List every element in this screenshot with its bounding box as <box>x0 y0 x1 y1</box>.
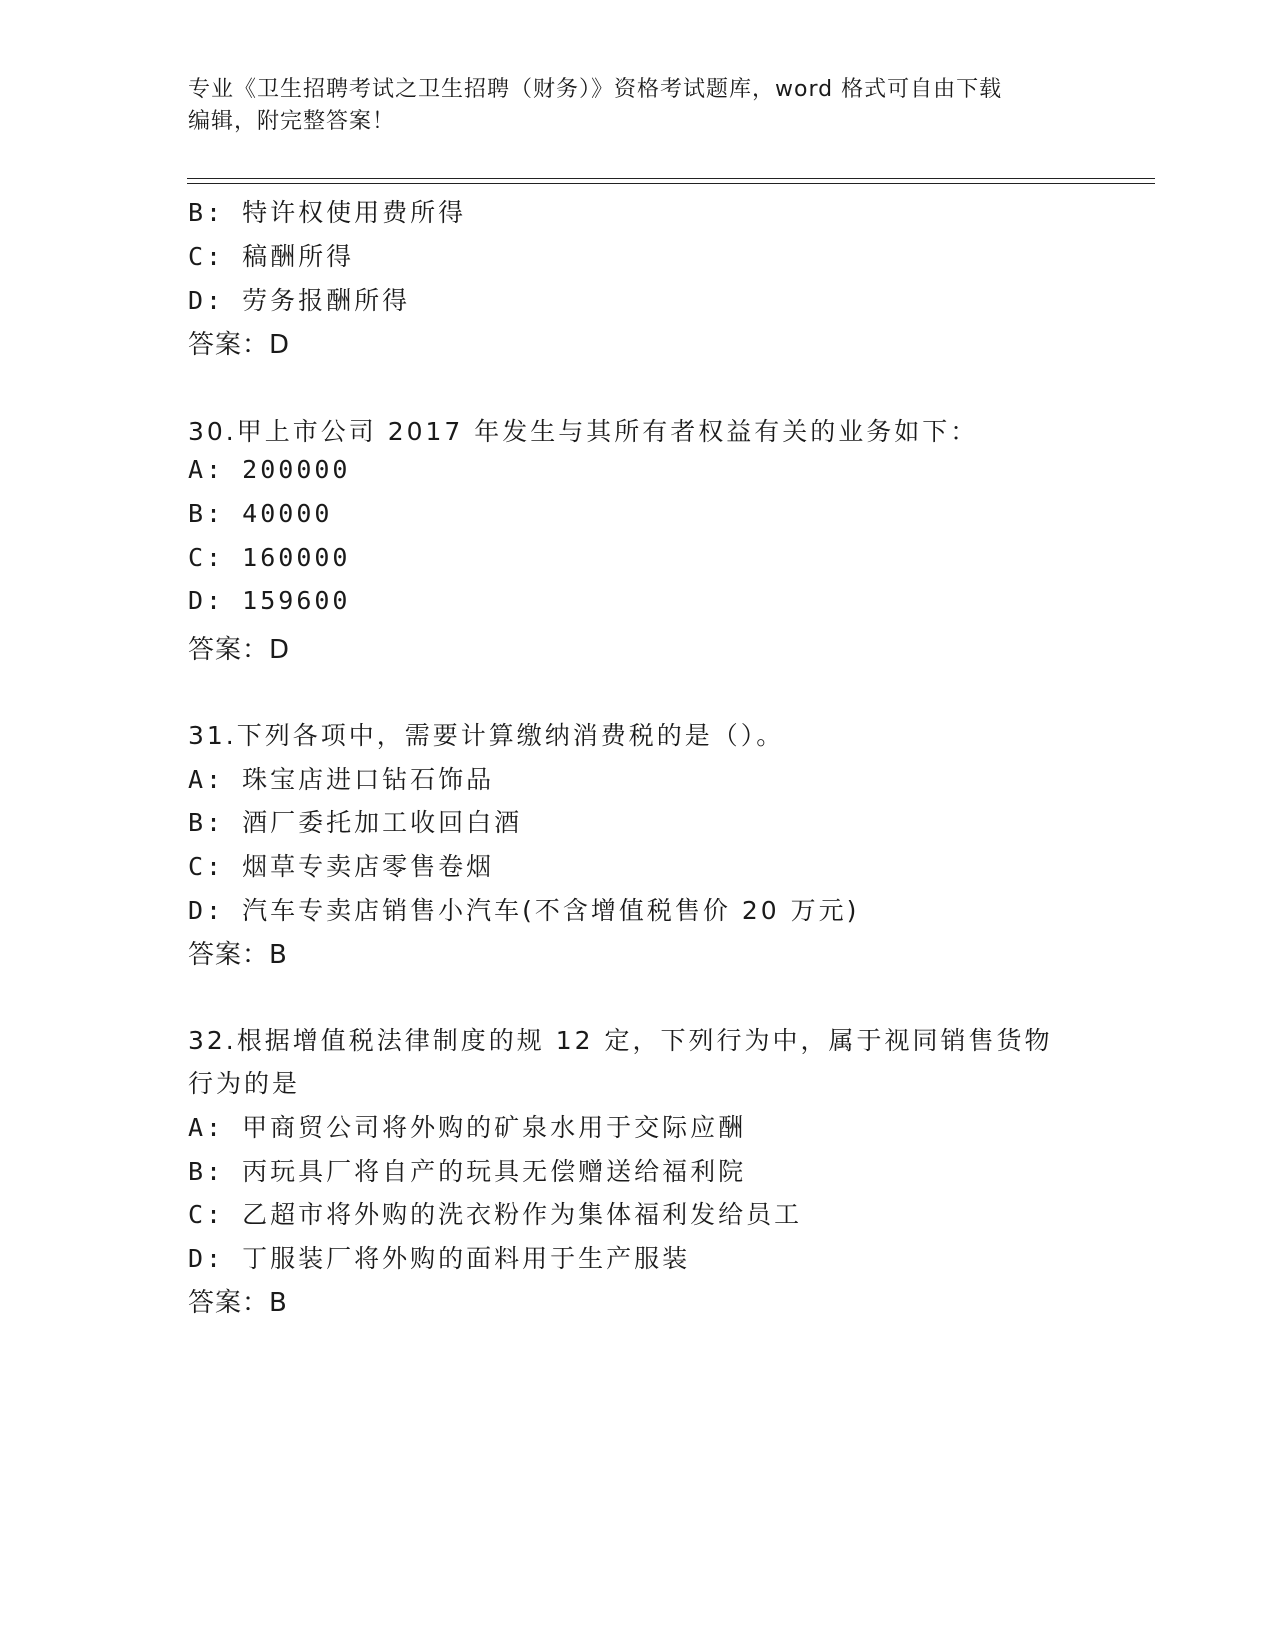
option-line <box>188 499 332 528</box>
option-text: 丙玩具厂将自产的玩具无偿赠送给福利院 <box>242 1157 747 1186</box>
option-label: B: <box>188 808 225 837</box>
option-text: 特许权使用费所得 <box>242 198 467 227</box>
header-divider-top <box>187 178 1155 179</box>
option-line <box>188 1239 690 1275</box>
option-text: 酒厂委托加工收回白酒 <box>242 808 523 837</box>
option-label: A: <box>188 765 225 794</box>
option-text: 200000 <box>242 455 351 484</box>
option-line <box>188 237 354 273</box>
option-line <box>188 760 494 796</box>
option-label: C: <box>188 852 225 881</box>
option-label: A: <box>188 1113 225 1142</box>
answer-line: 答案：D <box>188 330 291 360</box>
option-line <box>188 455 350 484</box>
question-stem: 30.甲上市公司 2017 年发生与其所有者权益有关的业务如下： <box>188 417 979 446</box>
option-text: 160000 <box>242 543 351 572</box>
option-label: D: <box>188 586 225 615</box>
option-label: C: <box>188 543 225 572</box>
option-line <box>188 847 494 883</box>
header-divider-bottom <box>187 183 1155 184</box>
option-line <box>188 586 350 615</box>
option-line <box>188 281 410 317</box>
answer-line: 答案：B <box>188 940 288 970</box>
header-line-2: 编辑，附完整答案！ <box>188 109 396 134</box>
question-stem: 31.下列各项中，需要计算缴纳消费税的是（）。 <box>188 721 785 750</box>
option-text: 40000 <box>242 499 333 528</box>
option-label: A: <box>188 455 225 484</box>
option-label: C: <box>188 242 225 271</box>
answer-line: 答案：D <box>188 635 291 665</box>
answer-line: 答案：B <box>188 1288 288 1318</box>
option-text: 159600 <box>242 586 351 615</box>
option-text: 珠宝店进口钻石饰品 <box>242 765 495 794</box>
question-stem: 32.根据增值税法律制度的规 12 定，下列行为中，属于视同销售货物 <box>188 1026 1053 1055</box>
option-label: B: <box>188 198 225 227</box>
option-line <box>188 1108 746 1144</box>
option-label: B: <box>188 499 225 528</box>
option-line <box>188 803 522 839</box>
option-label: C: <box>188 1200 225 1229</box>
option-label: B: <box>188 1157 225 1186</box>
option-line <box>188 891 859 927</box>
option-line <box>188 1152 746 1188</box>
option-text: 汽车专卖店销售小汽车(不含增值税售价 20 万元) <box>242 896 860 925</box>
option-text: 稿酬所得 <box>242 242 355 271</box>
option-label: D: <box>188 286 225 315</box>
header-line-1: 专业《卫生招聘考试之卫生招聘（财务）》资格考试题库，word 格式可自由下载 <box>188 77 1003 102</box>
document-header <box>188 74 1068 138</box>
option-text: 甲商贸公司将外购的矿泉水用于交际应酬 <box>242 1113 747 1142</box>
question-stem-continuation: 行为的是 <box>188 1069 301 1098</box>
option-label: D: <box>188 1244 225 1273</box>
option-line <box>188 543 350 572</box>
option-text: 劳务报酬所得 <box>242 286 411 315</box>
option-line <box>188 193 466 229</box>
option-text: 烟草专卖店零售卷烟 <box>242 852 495 881</box>
option-text: 乙超市将外购的洗衣粉作为集体福利发给员工 <box>242 1200 803 1229</box>
option-line <box>188 1195 802 1231</box>
option-text: 丁服装厂将外购的面料用于生产服装 <box>242 1244 691 1273</box>
option-label: D: <box>188 896 225 925</box>
